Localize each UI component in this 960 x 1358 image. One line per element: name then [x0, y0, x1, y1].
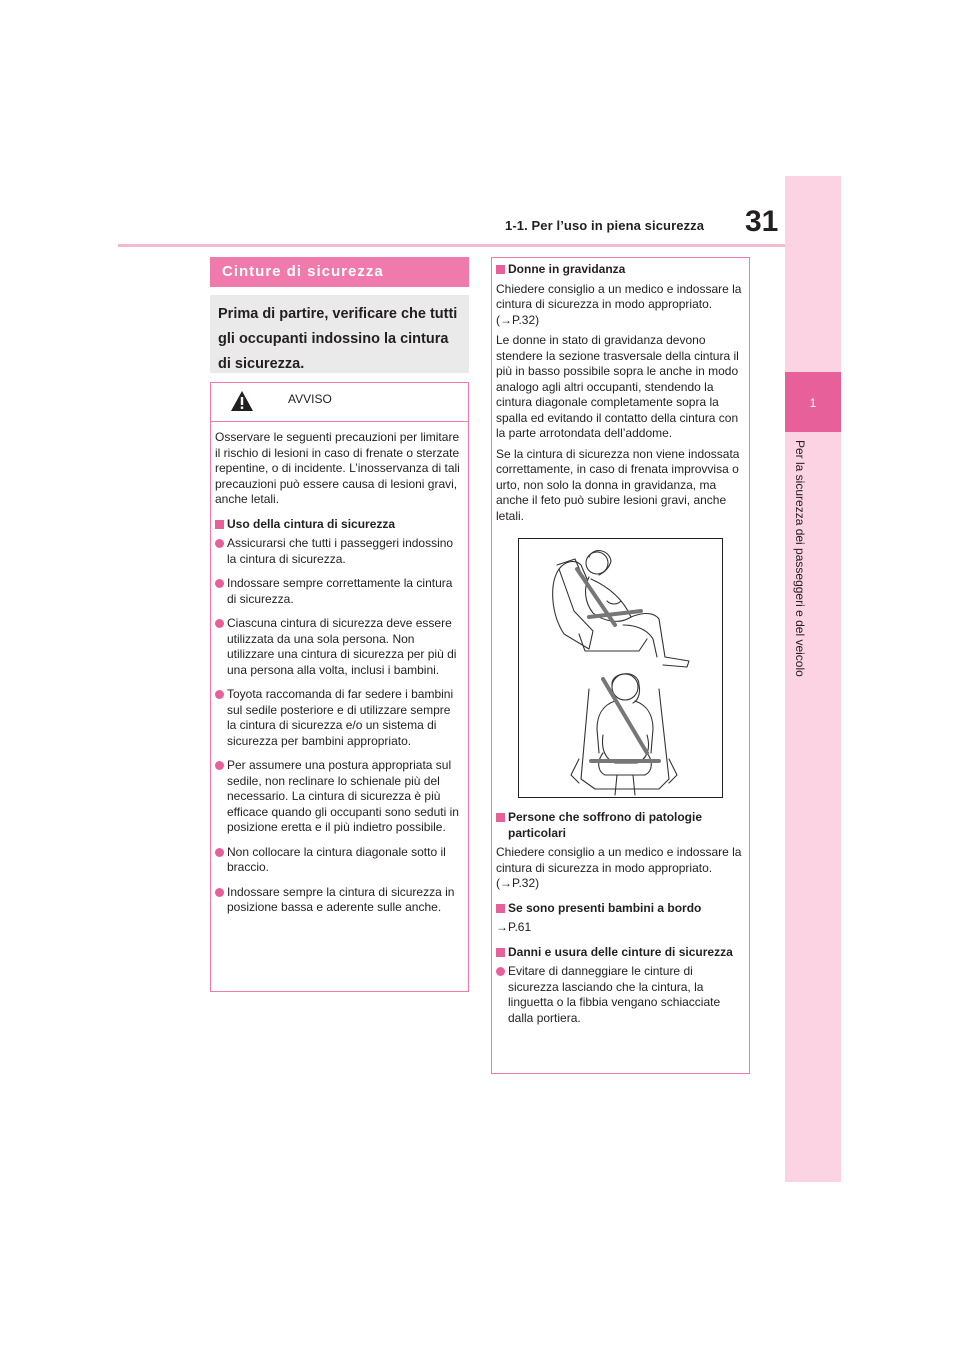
circle-bullet-icon	[215, 888, 224, 897]
pregnant-paragraph-2: Le donne in stato di gravidanza devono stendere la sezione trasversale della cintura il più in basso possibile sopra le anche in modo analogo agli altri occupanti, stendendo la cintura diagonale completamente sopra la spalla ed evitando il contatto della cintura con la parte arrotondata dell’addome.	[496, 333, 739, 440]
circle-bullet-icon	[215, 690, 224, 699]
list-item: Indossare sempre la cintura di sicurezza in posizione bassa e aderente sulle anche.	[215, 885, 462, 916]
circle-bullet-icon	[215, 539, 224, 548]
circle-bullet-icon	[215, 579, 224, 588]
list-item: Toyota raccomanda di far sedere i bambini sul sedile posteriore e di utilizzare sempre la cintura di sicurezza e/o un sistema di sicurezza per bambini appropriato.	[215, 687, 462, 749]
list-item: Non collocare la cintura diagonale sotto il braccio.	[215, 845, 462, 876]
children-subheading: Se sono presenti bambini a bordo	[496, 901, 744, 917]
chapter-side-band	[785, 176, 841, 1182]
warning-subheading: Uso della cintura di sicurezza	[215, 517, 462, 533]
list-item: Ciascuna cintura di sicurezza deve essere utilizzata da una sola persona. Non utilizzare una cintura di sicurezza per più di una persona alla volta, inclusi i bambini.	[215, 616, 462, 678]
pregnant-paragraph-3: Se la cintura di sicurezza non viene indossata correttamente, in caso di frenata improvvisa o urto, non solo la donna in gravidanza, ma anche il feto può subire lesioni gravi, anche letali.	[496, 446, 740, 523]
pregnant-paragraph-1: Chiedere consiglio a un medico e indossare la cintura di sicurezza in modo appropriato. (→P.32)	[496, 281, 742, 327]
list-item: Per assumere una postura appropriata sul sedile, non reclinare lo schienale più del necessario. La cintura di sicurezza è più efficace quando gli occupanti sono seduti in posizione eretta e il più indietro possibile.	[215, 758, 462, 836]
circle-bullet-icon	[215, 619, 224, 628]
intro-text: Prima di partire, verificare che tutti gli occupanti indossino la cintura di sicurezza.	[218, 306, 458, 372]
children-reference: →P.61	[496, 920, 532, 934]
warning-label: AVVISO	[288, 392, 332, 406]
circle-bullet-icon	[215, 761, 224, 770]
square-bullet-icon	[496, 813, 505, 822]
list-item: Evitare di danneggiare le cinture di sicurezza lasciando che la cintura, la linguetta o la fibbia vengano schiacciate dalla portiera.	[496, 964, 744, 1026]
square-bullet-icon	[215, 520, 224, 529]
chapter-title: Per la sicurezza dei passeggeri e del veicolo	[793, 440, 807, 677]
warning-header	[211, 383, 468, 422]
info-box	[491, 257, 750, 1074]
square-bullet-icon	[496, 265, 505, 274]
section-title: Cinture di sicurezza	[210, 257, 469, 287]
warning-body	[211, 422, 468, 916]
circle-bullet-icon	[496, 967, 505, 976]
square-bullet-icon	[496, 904, 505, 913]
chapter-number: 1	[809, 396, 817, 410]
chapter-tab	[785, 372, 841, 432]
header-rule	[118, 244, 786, 247]
pregnant-seatbelt-illustration	[518, 538, 723, 798]
warning-box	[210, 382, 469, 992]
circle-bullet-icon	[215, 848, 224, 857]
conditions-subheading: Persone che soffrono di patologie particolari	[496, 810, 744, 841]
page-number: 31	[745, 205, 779, 238]
pregnant-subheading: Donne in gravidanza	[496, 262, 744, 278]
conditions-paragraph: Chiedere consiglio a un medico e indossare la cintura di sicurezza in modo appropriato. (→P.32)	[496, 845, 742, 890]
damage-subheading: Danni e usura delle cinture di sicurezza	[496, 945, 744, 961]
list-item: Indossare sempre correttamente la cintura di sicurezza.	[215, 576, 462, 607]
list-item: Assicurarsi che tutti i passeggeri indossino la cintura di sicurezza.	[215, 536, 462, 567]
running-header: 1-1. Per l’uso in piena sicurezza	[505, 218, 705, 233]
warning-triangle-icon	[230, 390, 254, 417]
square-bullet-icon	[496, 948, 505, 957]
intro-box	[210, 295, 469, 373]
warning-intro: Osservare le seguenti precauzioni per limitare il rischio di lesioni in caso di frenate o sterzate repentine, o di incidente. L’inosservanza di tali precauzioni può essere causa di lesioni gravi, anche letali.	[215, 430, 460, 506]
